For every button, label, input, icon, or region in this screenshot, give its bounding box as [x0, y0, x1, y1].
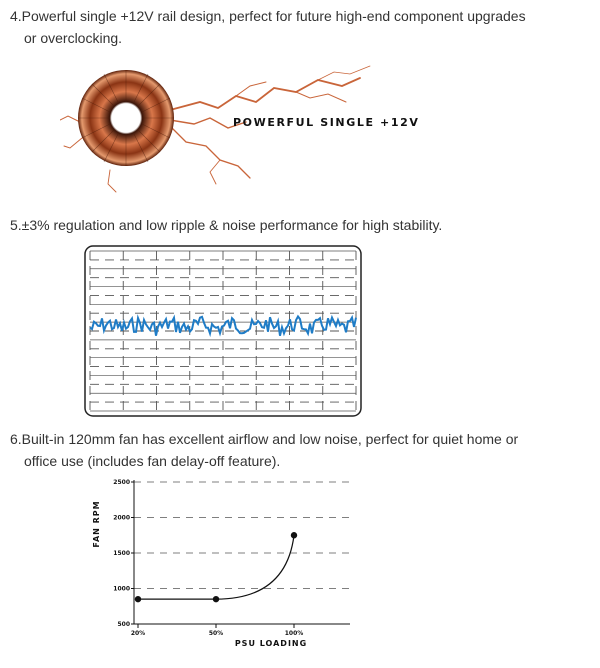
feature-6-line-1: 6.Built-in 120mm fan has excellent airflow and low noise, perfect for quiet home or: [10, 431, 519, 447]
feature-6-line-2: office use (includes fan delay-off feature).: [24, 453, 281, 469]
feature-5-text: [10, 214, 580, 236]
fan-curve-chart: [88, 472, 358, 657]
fan-curve-point: [291, 532, 297, 538]
x-axis-title: PSU LOADING: [234, 639, 308, 648]
coil-caption: POWERFUL SINGLE +12V: [233, 116, 420, 129]
y-tick-label: 1000: [113, 585, 130, 593]
y-tick-label: 500: [117, 621, 130, 628]
fan-curve-line: [138, 535, 294, 599]
y-tick-label: 2000: [113, 514, 130, 522]
y-axis-title: FAN RPM: [92, 500, 101, 548]
feature-4-line-2: or overclocking.: [24, 30, 123, 46]
feature-5-line-1: 5.±3% regulation and low ripple & noise performance for high stability.: [10, 217, 443, 233]
y-tick-label: 2500: [113, 479, 130, 486]
y-tick-label: 1500: [113, 550, 130, 557]
fan-curve-point: [213, 596, 219, 602]
feature-6-text: [10, 428, 580, 472]
feature-4-line-1: 4.Powerful single +12V rail design, perfect for future high-end component upgrades: [10, 8, 526, 24]
ripple-noise-scope: [84, 245, 362, 417]
fan-curve-point: [135, 596, 141, 602]
feature-4-text: [10, 5, 580, 49]
x-tick-label: 20%: [130, 630, 146, 637]
x-tick-label: 50%: [208, 630, 224, 637]
x-tick-label: 100%: [284, 630, 304, 637]
